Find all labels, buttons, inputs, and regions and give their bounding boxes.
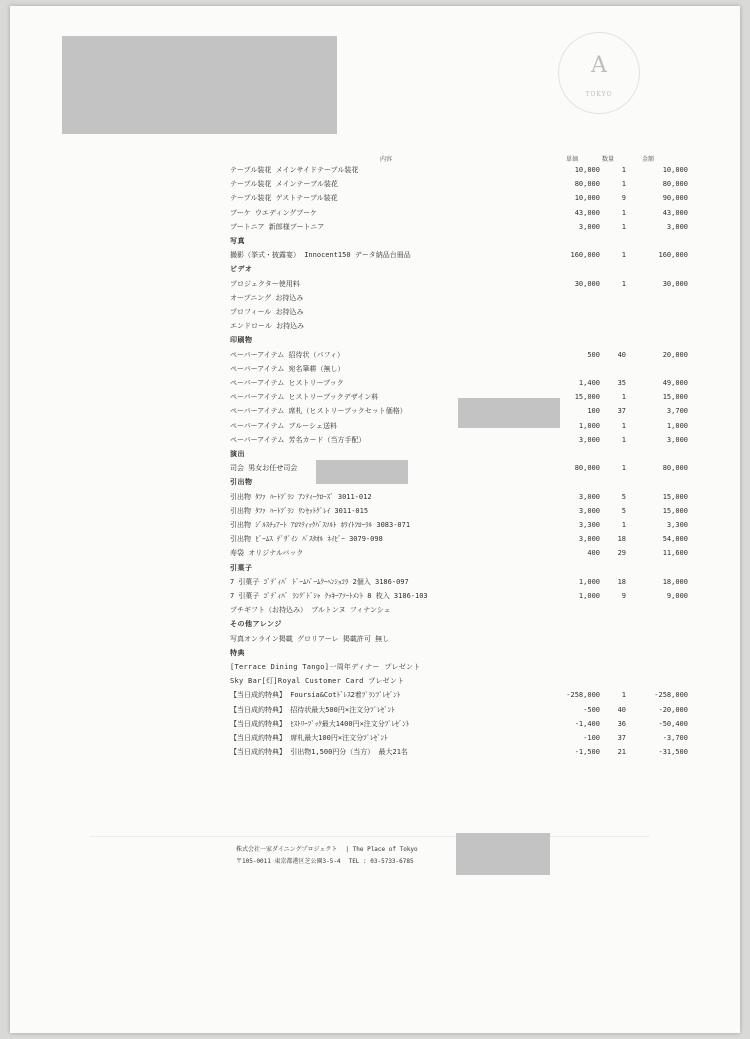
line-item-row (10, 603, 740, 617)
line-item-name: ペーパーアイテム 宛名筆耕（無し） (230, 364, 345, 373)
line-item-amount: 3,300 (666, 521, 688, 529)
redacted-footer-stamp (456, 833, 550, 875)
line-item-unit-price: 100 (587, 407, 600, 416)
line-item-row (10, 305, 740, 319)
line-item-quantity: 1 (621, 279, 626, 288)
line-item-amount: 11,600 (662, 549, 688, 558)
line-item-name: 【当日成約特典】 Foursia&Cotﾄﾞﾚｽ2着ﾌﾟﾗﾝﾌﾟﾚｾﾞﾝﾄ (230, 691, 401, 700)
section-heading-row (10, 646, 740, 660)
line-item-row (10, 518, 740, 532)
line-item-quantity: 1 (621, 393, 626, 402)
line-item-row (10, 717, 740, 731)
line-item-row (10, 532, 740, 546)
line-item-name: エンドロール お持込み (230, 322, 305, 331)
line-item-amount: 80,000 (662, 464, 688, 473)
line-item-row (10, 277, 740, 291)
line-item-row (10, 163, 740, 177)
line-item-quantity: 1 (621, 180, 626, 189)
line-item-row (10, 632, 740, 646)
line-item-name: 写真 (230, 237, 245, 245)
line-item-row (10, 248, 740, 262)
line-item-quantity: 40 (617, 705, 626, 714)
line-item-unit-price: 80,000 (574, 180, 600, 189)
line-item-row (10, 504, 740, 518)
logo-city: TOKYO (585, 91, 613, 98)
line-item-quantity: 1 (621, 464, 626, 473)
line-item-amount: -31,500 (658, 748, 688, 757)
footer-company: 株式会社一家ダイニングプロジェクト (236, 846, 338, 853)
line-item-unit-price: 400 (587, 549, 600, 558)
line-item-name: 7 引菓子 ｺﾞﾃﾞｨﾊﾞ ﾄﾞｰﾑﾊﾞｰﾑｸｰﾍﾝｼｮｺﾗ 2個入 3186-097 (230, 577, 409, 586)
line-item-quantity: 1 (621, 251, 626, 260)
line-item-row (10, 390, 740, 404)
line-item-name: [Terrace Dining Tango]一周年ディナー プレゼント (230, 663, 421, 671)
header-item: 内容 (380, 156, 393, 163)
line-item-amount: 15,000 (662, 393, 688, 402)
line-item-name: 引出物 ﾀﾌｧ ﾊｰﾄﾌﾞﾗﾝ ｱﾝﾃｨｰｸﾛｰｽﾞ 3011-012 (230, 492, 372, 501)
line-item-name: プロジェクター使用料 (230, 279, 300, 288)
line-item-quantity: 18 (617, 535, 626, 544)
line-item-name: 引出物 ｼﾞﾙｽﾁｭｱｰﾄ ｱﾛﾏﾃｨｯｸﾊﾞｽｿﾙﾄ ﾎﾜｲﾄﾌﾛｰﾗﾙ 3083-071 (230, 521, 411, 529)
line-item-quantity: 37 (617, 407, 626, 416)
line-item-name: プロフィール お持込み (230, 308, 304, 316)
line-item-unit-price: 1,000 (578, 577, 600, 586)
line-item-name: Sky Bar[灯]Royal Customer Card プレゼント (230, 677, 405, 686)
line-item-unit-price: 30,000 (574, 279, 600, 288)
line-item-unit-price: -100 (583, 734, 600, 742)
line-item-unit-price: 3,000 (578, 222, 600, 231)
line-item-name: 特典 (230, 648, 245, 657)
line-item-row (10, 177, 740, 191)
line-item-row (10, 490, 740, 504)
line-item-row (10, 191, 740, 205)
document-page (10, 6, 740, 1033)
line-item-unit-price: 3,000 (578, 435, 600, 444)
line-item-quantity: 21 (617, 748, 626, 757)
line-item-unit-price: 3,300 (578, 521, 600, 529)
line-item-row (10, 376, 740, 390)
line-item-quantity: 5 (621, 492, 626, 501)
venue-logo (558, 32, 640, 114)
line-item-name: 【当日成約特典】 招待状最大500円×注文分ﾌﾟﾚｾﾞﾝﾄ (230, 705, 395, 714)
line-item-amount: 3,000 (666, 222, 688, 231)
line-item-name: 引出物 ﾀﾌｧ ﾊｰﾄﾌﾞﾗﾝ ｻﾝｾｯﾄｸﾞﾚｲ 3011-015 (230, 506, 369, 515)
footer-line-2 (236, 856, 422, 865)
line-item-name: 【当日成約特典】 席札最大100円×注文分ﾌﾟﾚｾﾞﾝﾄ (230, 734, 388, 742)
line-item-name: 7 引菓子 ｺﾞﾃﾞｨﾊﾞ ﾗﾝｸﾞﾄﾞｼｬ ｸｯｷｰｱｿｰﾄﾒﾝﾄ 8 枚入 3186-103 (230, 592, 428, 600)
logo-mark: A (591, 53, 607, 78)
line-item-name: 引菓子 (230, 563, 253, 572)
line-item-row (10, 731, 740, 745)
header-amount: 金額 (642, 156, 655, 163)
line-item-quantity: 18 (617, 577, 626, 586)
line-item-unit-price: 160,000 (570, 251, 600, 260)
line-item-unit-price: 1,000 (578, 592, 600, 600)
line-item-quantity: 1 (621, 435, 626, 444)
line-item-amount: 3,000 (666, 435, 688, 444)
line-item-amount: 18,000 (662, 577, 688, 586)
line-item-amount: 49,000 (662, 379, 688, 387)
line-item-quantity: 1 (621, 521, 626, 529)
line-item-name: ペーパーアイテム ヒストリーブック (230, 379, 344, 387)
line-item-quantity: 5 (621, 506, 626, 515)
line-item-name: 引出物 ﾋﾞｰﾑｽ ﾃﾞｻﾞｲﾝ ﾊﾞｽﾀｵﾙ ﾈｲﾋﾞｰ 3079-098 (230, 535, 383, 544)
redacted-price-note (458, 398, 560, 428)
line-item-amount: 15,000 (662, 492, 688, 501)
line-item-amount: 80,000 (662, 180, 688, 189)
line-item-amount: 10,000 (662, 166, 688, 174)
line-item-row (10, 220, 740, 234)
line-item-unit-price: -258,000 (566, 691, 600, 700)
line-item-name: ペーパーアイテム 席札（ヒストリーブックセット価格） (230, 407, 407, 416)
line-item-quantity: 1 (621, 166, 626, 174)
line-item-row (10, 703, 740, 717)
line-item-row (10, 419, 740, 433)
line-item-row (10, 589, 740, 603)
line-item-row (10, 319, 740, 333)
line-item-unit-price: 15,000 (574, 393, 600, 402)
line-item-quantity: 1 (621, 421, 626, 430)
line-item-row (10, 546, 740, 560)
line-item-amount: -3,700 (662, 734, 688, 742)
line-item-amount: 30,000 (662, 279, 688, 288)
line-item-amount: 43,000 (662, 208, 688, 217)
line-item-row (10, 362, 740, 376)
line-item-row (10, 291, 740, 305)
line-item-unit-price: -1,400 (574, 719, 600, 728)
section-heading-row (10, 447, 740, 461)
line-item-amount: 3,700 (666, 407, 688, 416)
line-item-amount: 1,000 (666, 421, 688, 430)
line-item-name: ペーパーアイテム ブルーシェ送料 (230, 421, 337, 430)
redacted-header-block (62, 36, 337, 134)
line-item-amount: 20,000 (662, 350, 688, 359)
line-item-name: テーブル装花 メインテーブル装花 (230, 180, 338, 189)
line-item-row (10, 348, 740, 362)
line-item-name: 【当日成約特典】 ﾋｽﾄﾘｰﾌﾞｯｸ最大1400円×注文分ﾌﾟﾚｾﾞﾝﾄ (230, 719, 410, 728)
line-item-amount: 90,000 (662, 194, 688, 203)
line-item-unit-price: 80,000 (574, 464, 600, 473)
line-item-unit-price: 3,000 (578, 535, 600, 544)
line-item-quantity: 29 (617, 549, 626, 558)
line-item-name: 撮影（挙式・披露宴） Innocent150 データ納品台冊品 (230, 251, 411, 260)
line-item-row (10, 660, 740, 674)
header-unit-price: 単価 (566, 156, 579, 163)
section-heading-row (10, 234, 740, 248)
footer-venue: | The Place of Tokyo (345, 846, 418, 853)
line-item-amount: 15,000 (662, 506, 688, 515)
line-item-row (10, 433, 740, 447)
line-item-row (10, 674, 740, 688)
line-item-amount: -20,000 (658, 705, 688, 714)
line-item-quantity: 9 (621, 194, 626, 203)
line-item-unit-price: 1,400 (578, 379, 600, 387)
line-item-unit-price: 3,000 (578, 492, 600, 501)
header-quantity: 数量 (602, 156, 615, 163)
line-item-name: ペーパーアイテム 芳名カード（当方手配） (230, 435, 366, 444)
line-item-amount: -258,000 (654, 691, 688, 700)
line-item-unit-price: 1,000 (578, 421, 600, 430)
line-item-name: テーブル装花 メインサイドテーブル装花 (230, 166, 359, 174)
footer-tel: TEL : 03-5733-6785 (348, 858, 414, 865)
redacted-mc-name (316, 460, 408, 484)
line-item-name: ブーケ ウエディングブーケ (230, 208, 318, 217)
line-item-unit-price: -1,500 (574, 748, 600, 757)
line-item-name: ペーパーアイテム 招待状（パフィ） (230, 350, 344, 359)
line-item-quantity: 40 (617, 350, 626, 359)
line-item-row (10, 404, 740, 418)
line-item-unit-price: -500 (583, 705, 600, 714)
line-item-row (10, 745, 740, 759)
line-item-name: 寿袋 オリジナルバック (230, 549, 304, 558)
footer-address: 〒105-0011 東京都港区芝公園3-5-4 (236, 858, 341, 865)
line-item-amount: 160,000 (658, 251, 688, 260)
section-heading-row (10, 561, 740, 575)
line-item-name: その他アレンジ (230, 620, 282, 629)
line-item-quantity: 1 (621, 691, 626, 700)
line-item-name: テーブル装花 ゲストテーブル装花 (230, 194, 338, 203)
line-item-name: オープニング お持込み (230, 293, 304, 302)
line-item-unit-price: 10,000 (574, 166, 600, 174)
line-item-name: 演出 (230, 450, 245, 458)
line-item-name: ペーパーアイテム ヒストリーブックデザイン料 (230, 393, 379, 402)
section-heading-row (10, 617, 740, 631)
footer-divider (90, 836, 650, 837)
line-item-amount: 54,000 (662, 535, 688, 544)
line-item-quantity: 35 (617, 379, 626, 387)
line-item-name: 印刷物 (230, 336, 253, 345)
line-item-name: プチギフト（お持込み） ブルトンヌ フィナンシェ (230, 606, 391, 615)
line-item-name: ブートニア 新郎様ブートニア (230, 222, 325, 231)
line-item-quantity: 1 (621, 208, 626, 217)
line-item-name: ビデオ (230, 265, 253, 274)
line-item-name: 写真オンライン掲載 グロリアーレ 掲載許可 無し (230, 634, 390, 643)
line-item-name: 司会 男女お任せ司会 (230, 464, 298, 473)
line-item-unit-price: 3,000 (578, 506, 600, 515)
line-item-unit-price: 43,000 (574, 208, 600, 217)
line-item-row (10, 575, 740, 589)
line-item-unit-price: 10,000 (574, 194, 600, 203)
line-item-unit-price: 500 (587, 350, 600, 359)
line-item-name: 引出物 (230, 478, 253, 487)
line-item-quantity: 1 (621, 222, 626, 231)
line-item-quantity: 9 (621, 592, 626, 600)
line-item-amount: -50,400 (658, 719, 688, 728)
line-item-row (10, 206, 740, 220)
footer-line-1 (236, 844, 426, 853)
line-item-row (10, 688, 740, 702)
section-heading-row (10, 333, 740, 347)
line-item-name: 【当日成約特典】 引出物1,500円分（当方） 最大21名 (230, 748, 408, 757)
line-item-quantity: 37 (617, 734, 626, 742)
section-heading-row (10, 262, 740, 276)
line-item-amount: 9,000 (666, 592, 688, 600)
line-item-quantity: 36 (617, 719, 626, 728)
